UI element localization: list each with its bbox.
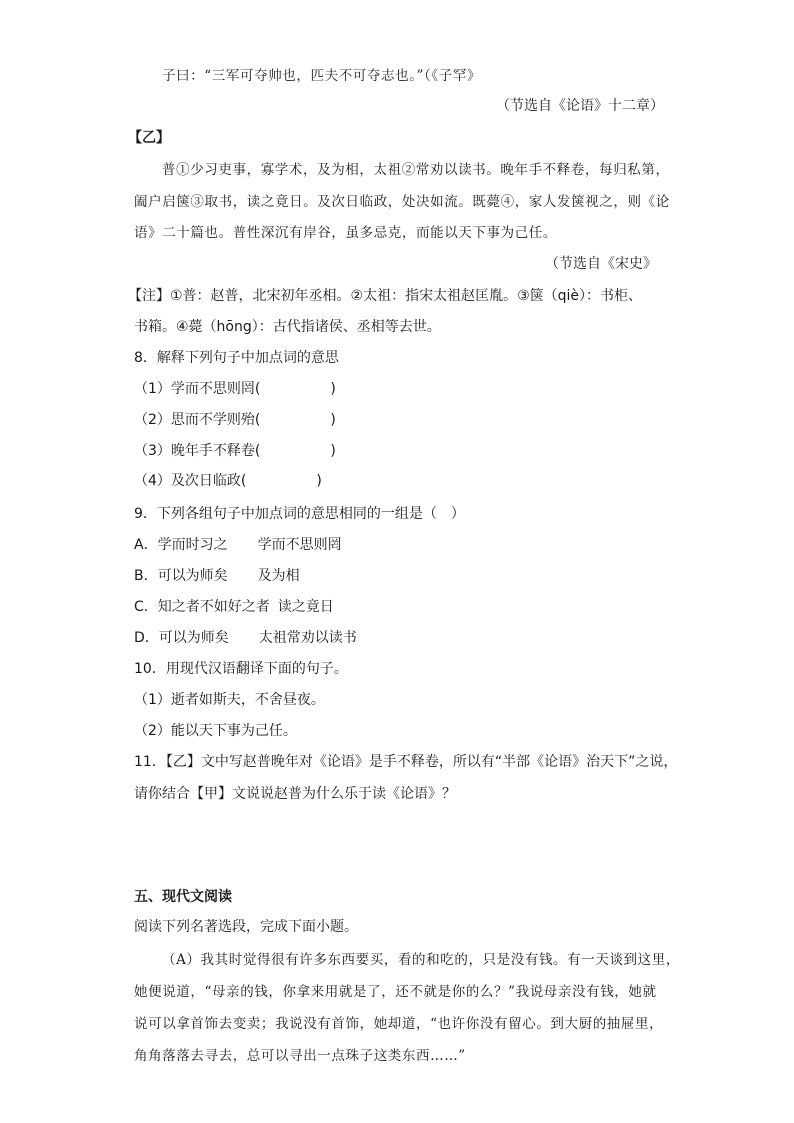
q9-option-b: B．可以为师矣 及为相 (134, 568, 300, 584)
q8-item-1: （1）学而不思则罔( ) (134, 381, 336, 397)
q9-option-d: D．可以为师矣 太祖常劝以读书 (134, 630, 357, 646)
section-5-instruction: 阅读下列名著选段，完成下面小题。 (134, 919, 358, 935)
notes-line-1: 【注】①普：赵普，北宋初年丞相。②太祖：指宋太祖赵匡胤。③箧（qiè）：书柜、 (128, 288, 643, 304)
q11-line-2: 请你结合【甲】文说说赵普为什么乐于读《论语》？ (134, 786, 456, 802)
q8-item-2: （2）思而不学则殆( ) (134, 412, 336, 428)
passage-a-line-4: 角角落落去寻去，总可以寻出一点珠子这类东西……” (134, 1048, 466, 1064)
passage-a-line-3: 说可以拿首饰去变卖；我说没有首饰，她却道，“也许你没有留心。到大厨的抽屉里， (134, 1016, 664, 1032)
section-5-heading: 五、现代文阅读 (134, 889, 232, 905)
q9-option-a: A．学而时习之 学而不思则罔 (134, 537, 342, 553)
yi-paragraph-line-1: 普①少习吏事，寡学术，及为相，太祖②常劝以读书。晚年手不释卷，每归私第， (162, 162, 670, 178)
q10-item-2: （2）能以天下事为己任。 (134, 723, 297, 739)
q9-option-c: C．知之者不如好之者 读之竟日 (134, 599, 334, 615)
passage-a-line-2: 她便说道，“母亲的钱，你拿来用就是了，还不就是你的么？”我说母亲没有钱，她就 (134, 984, 657, 1000)
q11-line-1: 11．【乙】文中写赵普晚年对《论语》是手不释卷，所以有“半部《论语》治天下”之说， (134, 754, 678, 770)
yi-marker: 【乙】 (128, 130, 170, 146)
notes-line-2: 书箱。④薨（hōng）：古代指诸侯、丞相等去世。 (134, 319, 441, 335)
q10-item-1: （1）逝者如斯夫，不舍昼夜。 (134, 692, 325, 708)
yi-paragraph-line-2: 阖户启箧③取书，读之竟日。及次日临政，处决如流。既薨④，家人发箧视之，则《论 (134, 194, 670, 210)
passage-a-line-1: （A）我其时觉得很有许多东西要买，看的和吃的，只是没有钱。有一天谈到这里， (162, 952, 680, 968)
yi-paragraph-line-3: 语》二十篇也。普性深沉有岸谷，虽多忌克，而能以天下事为己任。 (134, 225, 557, 241)
q10-stem: 10．用现代汉语翻译下面的句子。 (134, 661, 348, 677)
jia-last-line: 子曰：“三军可夺帅也，匹夫不可夺志也。”（《子罕》 (162, 68, 482, 84)
q8-item-3: （3）晚年手不释卷( ) (134, 443, 336, 459)
yi-source: （节选自《宋史》 (545, 256, 657, 272)
q8-item-4: （4）及次日临政( ) (134, 473, 322, 489)
q8-stem: 8．解释下列句子中加点词的意思 (134, 350, 339, 366)
jia-source: （节选自《论语》十二章） (496, 98, 664, 114)
q9-stem: 9．下列各组句子中加点词的意思相同的一组是（ ） (134, 506, 465, 522)
